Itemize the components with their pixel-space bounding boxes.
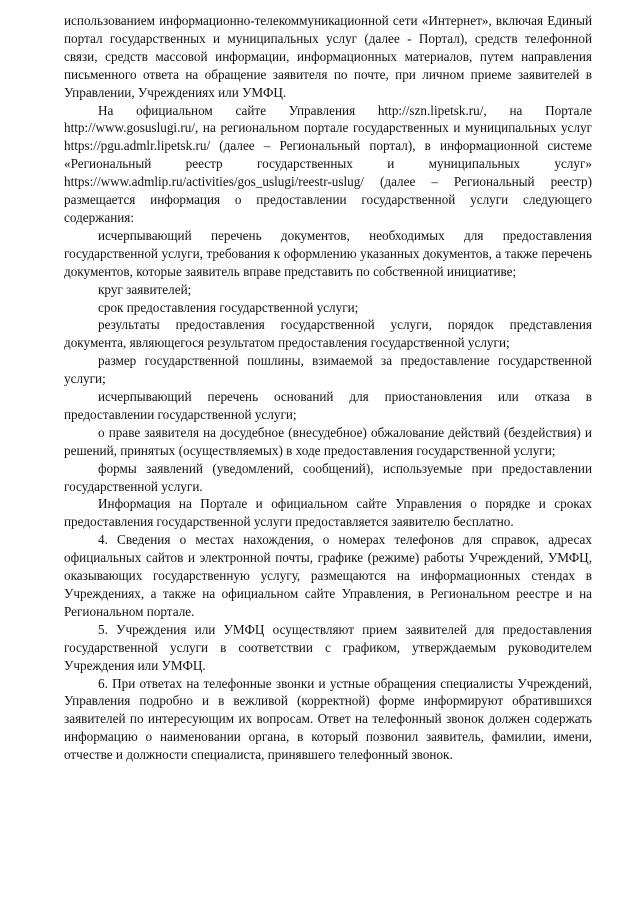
paragraph-10: формы заявлений (уведомлений, сообщений), используемые при предоставлении государственной услуги. (64, 460, 592, 494)
paragraph-14: 6. При ответах на телефонные звонки и устные обращения специалисты Учреждений, Управления подробно и в вежливой (корректной) форме информируют обратившихся заявителей по интересующим их вопросам. Ответ на телефонный звонок должен содержать информацию о наименовании органа, в который позвонил заявитель, фамилии, имени, отчестве и должности специалиста, принявшего телефонный звонок. (64, 675, 592, 763)
paragraph-5: срок предоставления государственной услуги; (98, 299, 359, 315)
paragraph-8: исчерпывающий перечень оснований для приостановления или отказа в предоставлении государственной услуги; (64, 389, 592, 422)
document-body (64, 12, 592, 764)
paragraph-11: Информация на Портале и официальном сайте Управления о порядке и сроках предоставления государственной услуги предоставляется заявителю бесплатно. (64, 496, 592, 530)
paragraph-2: На официальном сайте Управления http://szn.lipetsk.ru/, на Портале http://www.gosuslugi.ru/, на региональном портале государственных и муниципальных услуг https://pgu.admlr.lipetsk.ru/ (далее – Региональный портал), в информационной системе «Региональный реестр государственных и муниципальных услуг» https://www.admlip.ru/activities/gos_uslugi/reestr-uslug/ (далее – Региональный реестр) размещается информация о предоставлении государственной услуги следующего содержания: (64, 102, 592, 225)
paragraph-3: исчерпывающий перечень документов, необходимых для предоставления государственной услуги, требования к оформлению указанных документов, а также перечень документов, которые заявитель вправе представить по собственной инициативе; (64, 227, 592, 279)
paragraph-6: результаты предоставления государственной услуги, порядок представления документа, являющегося результатом предоставления государственной услуги; (64, 317, 592, 351)
paragraph-4: круг заявителей; (98, 281, 192, 297)
paragraph-12: 4. Сведения о местах нахождения, о номерах телефонов для справок, адресах официальных сайтов и электронной почты, графике (режиме) работы Учреждений, УМФЦ, оказывающих государственную услугу, размещаются на информационных стендах в Учреждениях, а также на официальном сайте Управления, в Региональном реестре и на Региональном портале. (64, 532, 592, 619)
paragraph-9: о праве заявителя на досудебное (внесудебное) обжалование действий (бездействия) и решений, принятых (осуществляемых) в ходе предоставления государственной услуги; (64, 424, 592, 458)
paragraph-1: использованием информационно-телекоммуникационной сети «Интернет», включая Единый портал государственных и муниципальных услуг (далее - Портал), средств телефонной связи, средств массовой информации, информационных материалов, путем направления письменного ответа на обращение заявителя по почте, при личном приеме заявителей в Управлении, Учреждениях или УМФЦ. (64, 13, 592, 100)
paragraph-7: размер государственной пошлины, взимаемой за предоставление государственной услуги; (64, 353, 592, 387)
paragraph-13: 5. Учреждения или УМФЦ осуществляют прием заявителей для предоставления государственной услуги в соответствии с графиком, утверждаемым руководителем Учреждения или УМФЦ. (64, 621, 592, 673)
